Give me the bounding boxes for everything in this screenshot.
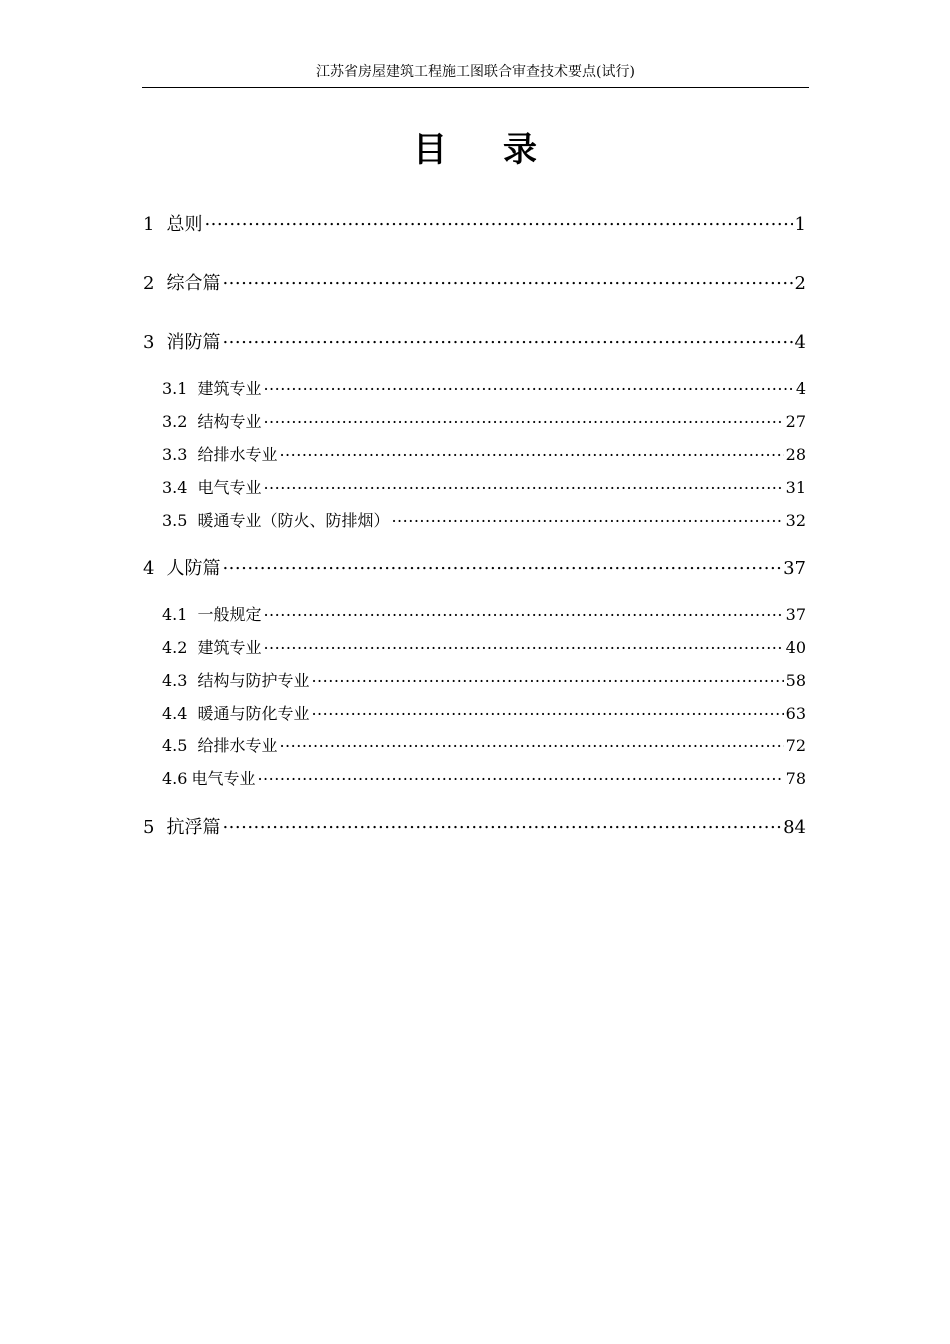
- toc-entry-number: 3.3: [162, 445, 188, 464]
- toc-entry-number: 4: [143, 558, 155, 579]
- toc-entry-page: 63: [785, 704, 806, 723]
- toc-entry-page: 4: [794, 332, 806, 353]
- toc-entry-label: 电气专业: [197, 478, 262, 497]
- toc-dot-leader: [263, 637, 783, 653]
- toc-entry-page: 78: [785, 769, 806, 788]
- toc-subentry[interactable]: [162, 637, 806, 659]
- toc-title-char-1: 目: [413, 130, 447, 170]
- toc-entry-label: 暖通与防化专业: [197, 704, 310, 723]
- toc-dot-leader: [279, 735, 783, 751]
- toc-title: [0, 126, 950, 174]
- toc-entry-number: 4.3: [162, 671, 188, 690]
- toc-entry-page: 1: [794, 214, 806, 235]
- toc-entry-number: 2: [143, 273, 155, 294]
- toc-entry-page: 28: [785, 445, 806, 464]
- toc-entry-label: 消防篇: [166, 332, 221, 353]
- toc-entry-number: 5: [143, 817, 155, 838]
- toc-subentry[interactable]: [162, 735, 806, 757]
- toc-title-char-2: 录: [503, 130, 537, 170]
- toc-dot-leader: [311, 703, 783, 719]
- toc-entry-page: 40: [785, 638, 806, 657]
- toc-entry-number: 3.4: [162, 478, 188, 497]
- toc-entry-page: 31: [785, 478, 806, 497]
- toc-entry-label: 一般规定: [197, 605, 262, 624]
- toc-entry-page: 37: [785, 605, 806, 624]
- toc-entry-page: 4: [795, 379, 806, 398]
- toc-entry[interactable]: [143, 212, 806, 238]
- toc-subentry[interactable]: [162, 510, 806, 532]
- toc-entry-label: 抗浮篇: [166, 817, 221, 838]
- toc-entry-label: 人防篇: [166, 558, 221, 579]
- toc-subentry[interactable]: [162, 604, 806, 626]
- toc-dot-leader: [204, 212, 792, 230]
- toc-subentry[interactable]: [162, 444, 806, 466]
- toc-entry-page: 84: [783, 817, 806, 838]
- toc-entry-label: 总则: [166, 214, 203, 235]
- toc-dot-leader: [311, 670, 783, 686]
- toc-entry-page: 37: [783, 558, 806, 579]
- toc-entry-label: 建筑专业: [197, 379, 262, 398]
- toc-entry-number: 4.2: [162, 638, 188, 657]
- toc-subentry[interactable]: [162, 703, 806, 725]
- header-divider: [142, 87, 809, 88]
- toc-dot-leader: [263, 378, 793, 394]
- toc-entry-label: 结构与防护专业: [197, 671, 310, 690]
- toc-subentry[interactable]: [162, 768, 806, 790]
- toc-dot-leader: [222, 330, 792, 348]
- toc-entry-number: 1: [143, 214, 155, 235]
- toc-entry-label: 电气专业: [191, 769, 256, 788]
- toc-entry-number: 3.5: [162, 511, 188, 530]
- toc-dot-leader: [263, 604, 783, 620]
- toc-entry-page: 58: [785, 671, 806, 690]
- toc-entry-number: 4.1: [162, 605, 188, 624]
- toc-subentry[interactable]: [162, 411, 806, 433]
- toc-entry-page: 72: [785, 736, 806, 755]
- toc-dot-leader: [279, 444, 783, 460]
- toc-entry-number: 3.1: [162, 379, 188, 398]
- toc-entry[interactable]: [143, 271, 806, 297]
- toc-entry[interactable]: [143, 330, 806, 356]
- toc-entry-page: 32: [785, 511, 806, 530]
- toc-dot-leader: [391, 510, 783, 526]
- toc-subentry[interactable]: [162, 378, 806, 400]
- toc-dot-leader: [263, 411, 783, 427]
- toc-entry[interactable]: [143, 815, 806, 841]
- toc-entry-number: 3: [143, 332, 155, 353]
- toc-dot-leader: [222, 556, 781, 574]
- toc-entry-label: 结构专业: [197, 412, 262, 431]
- toc-entry-label: 建筑专业: [197, 638, 262, 657]
- toc-dot-leader: [257, 768, 783, 784]
- toc-entry-page: 2: [794, 273, 806, 294]
- toc-entry[interactable]: [143, 556, 806, 582]
- page-header: 江苏省房屋建筑工程施工图联合审查技术要点(试行): [316, 64, 635, 80]
- toc-entry-number: 3.2: [162, 412, 188, 431]
- toc-entry-number: 4.5: [162, 736, 188, 755]
- toc-entry-label: 暖通专业（防火、防排烟）: [197, 511, 390, 530]
- toc-dot-leader: [222, 271, 792, 289]
- toc-subentry[interactable]: [162, 670, 806, 692]
- toc-entry-label: 综合篇: [166, 273, 221, 294]
- toc-entry-number: 4.4: [162, 704, 188, 723]
- toc-dot-leader: [222, 815, 781, 833]
- toc-entry-label: 给排水专业: [197, 736, 278, 755]
- toc-entry-number: 4.6: [162, 769, 188, 788]
- toc-entry-label: 给排水专业: [197, 445, 278, 464]
- toc-entry-page: 27: [785, 412, 806, 431]
- toc-subentry[interactable]: [162, 477, 806, 499]
- toc-dot-leader: [263, 477, 783, 493]
